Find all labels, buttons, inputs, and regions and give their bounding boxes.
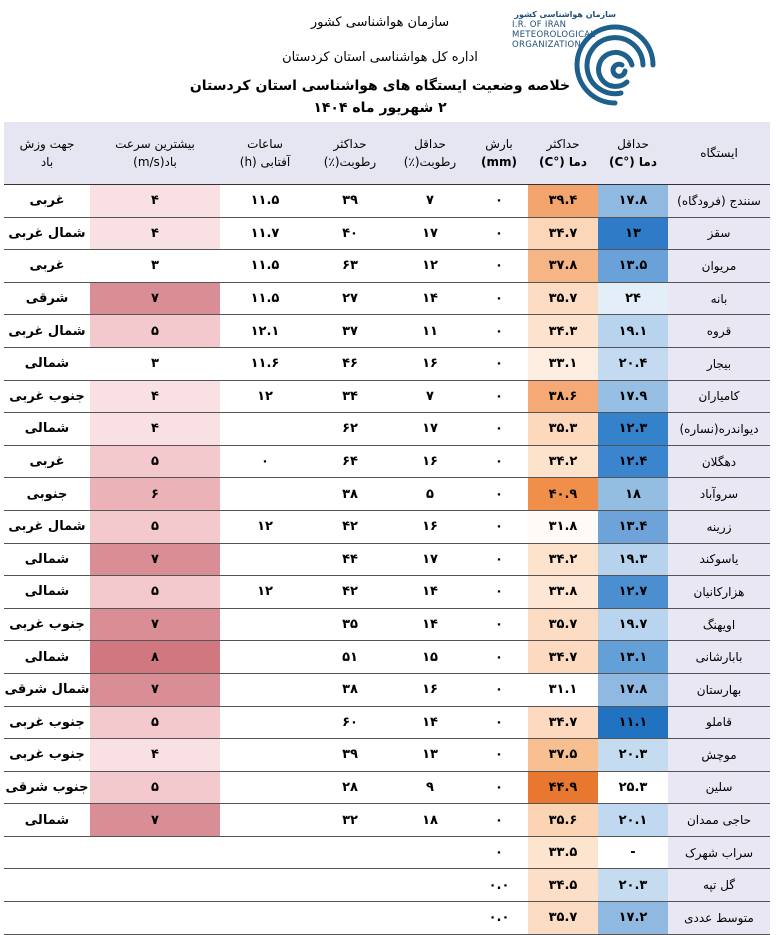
cell-wind: ۴ (90, 413, 220, 446)
cell-wind: ۴ (90, 217, 220, 250)
cell-sun: ۱۱.۶ (220, 347, 310, 380)
cell-hmin: ۱۴ (390, 706, 470, 739)
cell-wind: ۵ (90, 445, 220, 478)
cell-station: متوسط عددی (668, 902, 770, 935)
cell-wind: ۷ (90, 543, 220, 576)
cell-hmax (310, 902, 390, 935)
cell-wind: ۵ (90, 576, 220, 609)
logo-fa-text: سازمان هواشناسی کشور (514, 10, 616, 19)
cell-tmin: ۱۲.۷ (598, 576, 668, 609)
cell-dir: شمالی (4, 347, 90, 380)
cell-station: بیجار (668, 347, 770, 380)
logo-en-line1: I.R. OF IRAN (512, 20, 567, 30)
cell-station: سراب شهرک (668, 836, 770, 869)
table-row (4, 250, 770, 283)
table-row (4, 608, 770, 641)
table-row (4, 510, 770, 543)
cell-sun (220, 608, 310, 641)
cell-tmax: ۳۵.۷ (528, 282, 598, 315)
cell-hmin: ۱۱ (390, 315, 470, 348)
table-row (4, 739, 770, 772)
cell-sun: ۰ (220, 445, 310, 478)
cell-sun (220, 902, 310, 935)
cell-dir: جنوبی (4, 478, 90, 511)
cell-hmax: ۶۲ (310, 413, 390, 446)
cell-hmax: ۵۱ (310, 641, 390, 674)
cell-dir: جنوب غربی (4, 739, 90, 772)
cell-hmin (390, 869, 470, 902)
cell-sun (220, 673, 310, 706)
col-header-sun (220, 122, 310, 185)
cell-tmin: ۱۲.۴ (598, 445, 668, 478)
cell-wind: ۶ (90, 478, 220, 511)
cell-hmax: ۳۸ (310, 673, 390, 706)
cell-sun (220, 478, 310, 511)
cell-dir: غربی (4, 185, 90, 218)
cell-sun (220, 706, 310, 739)
table-row (4, 869, 770, 902)
cell-tmax: ۳۷.۵ (528, 739, 598, 772)
table-row (4, 836, 770, 869)
logo-en-line3: ORGANIZATION (512, 40, 582, 50)
col-header-unit: دما (°C) (538, 155, 588, 169)
cell-hmin: ۱۶ (390, 510, 470, 543)
cell-wind: ۵ (90, 510, 220, 543)
cell-wind (90, 869, 220, 902)
cell-rain: ۰ (470, 771, 528, 804)
table-body (4, 185, 770, 935)
cell-rain: ۰ (470, 641, 528, 674)
cell-station: زرینه (668, 510, 770, 543)
cell-wind: ۵ (90, 706, 220, 739)
cell-rain: ۰ (470, 673, 528, 706)
col-header-label: حداقل (414, 137, 446, 151)
cell-tmax: ۳۴.۲ (528, 445, 598, 478)
cell-rain: ۰ (470, 347, 528, 380)
cell-sun: ۱۲.۱ (220, 315, 310, 348)
cell-hmin: ۷ (390, 185, 470, 218)
col-header-wind (90, 122, 220, 185)
cell-rain: ۰.۰ (470, 869, 528, 902)
col-header-tmax (528, 122, 598, 185)
logo-en-line2: METEOROLOGICAL (512, 30, 596, 40)
cell-wind: ۴ (90, 185, 220, 218)
cell-hmax: ۲۸ (310, 771, 390, 804)
cell-station: دیواندره(نساره) (668, 413, 770, 446)
cell-rain: ۰ (470, 445, 528, 478)
cell-wind: ۷ (90, 673, 220, 706)
cell-station: سنندج (فرودگاه) (668, 185, 770, 218)
table-row (4, 185, 770, 218)
cell-station: سروآباد (668, 478, 770, 511)
cell-hmin (390, 902, 470, 935)
cell-hmin: ۱۶ (390, 347, 470, 380)
cell-tmax: ۳۱.۱ (528, 673, 598, 706)
cell-dir: شرقی (4, 282, 90, 315)
cell-tmax: ۳۹.۴ (528, 185, 598, 218)
col-header-label: حداقل (617, 137, 649, 151)
stations-table (4, 122, 770, 935)
cell-wind: ۵ (90, 315, 220, 348)
table-row (4, 315, 770, 348)
col-header-label: حداکثر (333, 137, 367, 151)
table-row (4, 902, 770, 935)
cell-rain: ۰ (470, 836, 528, 869)
cell-sun: ۱۲ (220, 576, 310, 609)
table-row (4, 576, 770, 609)
cell-wind (90, 902, 220, 935)
cell-hmin: ۱۸ (390, 804, 470, 837)
cell-tmax: ۴۴.۹ (528, 771, 598, 804)
cell-hmax (310, 836, 390, 869)
cell-tmin: ۲۵.۳ (598, 771, 668, 804)
table-row (4, 771, 770, 804)
col-header-unit: (mm) (481, 155, 517, 169)
cell-tmin: ۱۳.۵ (598, 250, 668, 283)
col-header-unit: رطوبت(٪) (403, 155, 457, 169)
cell-rain: ۰ (470, 250, 528, 283)
cell-tmax: ۳۴.۲ (528, 543, 598, 576)
table-row (4, 543, 770, 576)
cell-station: قروه (668, 315, 770, 348)
cell-tmin: ۱۷.۸ (598, 185, 668, 218)
col-header-hmin (390, 122, 470, 185)
cell-hmin: ۱۶ (390, 673, 470, 706)
cell-station: سلین (668, 771, 770, 804)
cell-rain: ۰ (470, 706, 528, 739)
cell-station: هزارکانیان (668, 576, 770, 609)
cell-tmax: ۳۴.۳ (528, 315, 598, 348)
cell-tmin: ۲۰.۳ (598, 869, 668, 902)
col-header-unit: رطوبت(٪) (323, 155, 377, 169)
cell-dir: شمال غربی (4, 510, 90, 543)
table-row (4, 380, 770, 413)
col-header-label: بارش (485, 137, 513, 151)
cell-sun: ۱۱.۷ (220, 217, 310, 250)
cell-hmax: ۶۰ (310, 706, 390, 739)
cell-station: بابارشانی (668, 641, 770, 674)
cell-sun: ۱۲ (220, 380, 310, 413)
cell-dir: شمالی (4, 576, 90, 609)
cell-hmax: ۴۶ (310, 347, 390, 380)
cell-dir: غربی (4, 250, 90, 283)
cell-dir: جنوب غربی (4, 706, 90, 739)
cell-station: موچش (668, 739, 770, 772)
cell-hmax (310, 869, 390, 902)
cell-hmin: ۱۶ (390, 445, 470, 478)
cell-tmax: ۴۰.۹ (528, 478, 598, 511)
cell-hmin: ۱۲ (390, 250, 470, 283)
cell-station: بانه (668, 282, 770, 315)
cell-hmax: ۳۴ (310, 380, 390, 413)
cell-rain: ۰ (470, 282, 528, 315)
cell-dir: شمالی (4, 804, 90, 837)
cell-station: بهارستان (668, 673, 770, 706)
cell-wind: ۴ (90, 380, 220, 413)
cell-sun: ۱۱.۵ (220, 282, 310, 315)
cell-station: دهگلان (668, 445, 770, 478)
cell-tmax: ۳۴.۷ (528, 217, 598, 250)
cell-tmin: ۱۳ (598, 217, 668, 250)
cell-tmax: ۳۳.۸ (528, 576, 598, 609)
cell-sun (220, 771, 310, 804)
cell-hmin: ۱۴ (390, 576, 470, 609)
cell-rain: ۰ (470, 608, 528, 641)
meteorological-organization-logo-icon (512, 8, 662, 108)
cell-dir (4, 836, 90, 869)
cell-dir: جنوب شرقی (4, 771, 90, 804)
cell-dir: جنوب غربی (4, 380, 90, 413)
col-header-unit: باد(m/s) (133, 155, 177, 169)
col-header-label: جهت وزش (19, 137, 75, 151)
cell-station: اویهنگ (668, 608, 770, 641)
cell-hmax: ۳۹ (310, 185, 390, 218)
cell-dir: غربی (4, 445, 90, 478)
cell-wind (90, 836, 220, 869)
cell-hmin (390, 836, 470, 869)
cell-tmax: ۳۷.۸ (528, 250, 598, 283)
col-header-label: ساعات (247, 137, 283, 151)
cell-hmin: ۱۷ (390, 217, 470, 250)
cell-tmax: ۳۸.۶ (528, 380, 598, 413)
cell-hmax: ۶۳ (310, 250, 390, 283)
cell-tmin: ۱۱.۱ (598, 706, 668, 739)
cell-tmin: ۱۹.۱ (598, 315, 668, 348)
col-header-tmin (598, 122, 668, 185)
cell-rain: ۰ (470, 315, 528, 348)
cell-hmax: ۳۲ (310, 804, 390, 837)
cell-tmin: ۱۹.۷ (598, 608, 668, 641)
table-row (4, 413, 770, 446)
cell-wind: ۴ (90, 739, 220, 772)
cell-hmax: ۳۷ (310, 315, 390, 348)
cell-hmin: ۵ (390, 478, 470, 511)
cell-rain: ۰ (470, 576, 528, 609)
table-row (4, 673, 770, 706)
table-row (4, 445, 770, 478)
col-header-hmax (310, 122, 390, 185)
cell-tmin: ۲۰.۱ (598, 804, 668, 837)
table-header-row (4, 122, 770, 185)
cell-hmax: ۴۲ (310, 576, 390, 609)
col-header-station (668, 122, 770, 185)
page-title: خلاصه وضعیت ایستگاه های هواشناسی استان کردستان (189, 78, 571, 94)
cell-sun (220, 641, 310, 674)
table-row (4, 804, 770, 837)
cell-tmin: - (598, 836, 668, 869)
cell-sun: ۱۲ (220, 510, 310, 543)
cell-hmax: ۴۴ (310, 543, 390, 576)
cell-tmin: ۱۷.۸ (598, 673, 668, 706)
cell-dir: شمالی (4, 413, 90, 446)
cell-hmin: ۱۴ (390, 608, 470, 641)
cell-tmax: ۳۴.۷ (528, 706, 598, 739)
cell-station: گل تپه (668, 869, 770, 902)
cell-sun (220, 543, 310, 576)
cell-tmax: ۳۵.۷ (528, 902, 598, 935)
col-header-unit: دما (°C) (608, 155, 658, 169)
cell-hmax: ۳۹ (310, 739, 390, 772)
cell-wind: ۸ (90, 641, 220, 674)
cell-dir: شمال غربی (4, 315, 90, 348)
cell-hmin: ۱۵ (390, 641, 470, 674)
cell-hmin: ۱۳ (390, 739, 470, 772)
cell-dir: جنوب غربی (4, 608, 90, 641)
cell-tmin: ۱۹.۳ (598, 543, 668, 576)
cell-tmax: ۳۵.۷ (528, 608, 598, 641)
cell-tmin: ۱۷.۲ (598, 902, 668, 935)
cell-wind: ۷ (90, 804, 220, 837)
cell-wind: ۷ (90, 282, 220, 315)
cell-tmax: ۳۵.۳ (528, 413, 598, 446)
col-header-label: حداکثر (546, 137, 580, 151)
cell-tmin: ۱۲.۳ (598, 413, 668, 446)
col-header-dir (4, 122, 90, 185)
cell-dir: شمالی (4, 641, 90, 674)
cell-rain: ۰ (470, 739, 528, 772)
table-row (4, 282, 770, 315)
cell-hmax: ۴۰ (310, 217, 390, 250)
table-row (4, 347, 770, 380)
table-row (4, 641, 770, 674)
cell-tmin: ۱۳.۱ (598, 641, 668, 674)
cell-sun (220, 804, 310, 837)
office-name: اداره کل هواشناسی استان کردستان (282, 50, 478, 65)
cell-rain: ۰ (470, 217, 528, 250)
cell-dir: شمال غربی (4, 217, 90, 250)
cell-dir (4, 902, 90, 935)
col-header-rain (470, 122, 528, 185)
cell-tmin: ۱۷.۹ (598, 380, 668, 413)
cell-tmax: ۳۳.۱ (528, 347, 598, 380)
col-header-unit: باد (40, 155, 54, 169)
cell-tmin: ۲۰.۳ (598, 739, 668, 772)
cell-tmin: ۱۸ (598, 478, 668, 511)
cell-station: مریوان (668, 250, 770, 283)
cell-hmax: ۳۸ (310, 478, 390, 511)
cell-station: حاجی ممدان (668, 804, 770, 837)
org-name: سازمان هواشناسی کشور (310, 15, 450, 30)
col-header-label: ایستگاه (700, 146, 738, 160)
cell-tmax: ۳۴.۷ (528, 641, 598, 674)
cell-hmax: ۲۷ (310, 282, 390, 315)
cell-tmax: ۳۵.۶ (528, 804, 598, 837)
cell-rain: ۰ (470, 804, 528, 837)
cell-hmin: ۹ (390, 771, 470, 804)
cell-rain: ۰ (470, 478, 528, 511)
cell-sun (220, 413, 310, 446)
col-header-unit: آفتابی (h) (239, 155, 291, 169)
cell-dir: شمال شرقی (4, 673, 90, 706)
cell-dir: شمالی (4, 543, 90, 576)
cell-wind: ۳ (90, 347, 220, 380)
cell-wind: ۷ (90, 608, 220, 641)
cell-wind: ۳ (90, 250, 220, 283)
cell-tmin: ۱۳.۴ (598, 510, 668, 543)
cell-sun (220, 739, 310, 772)
cell-tmin: ۲۴ (598, 282, 668, 315)
cell-rain: ۰ (470, 380, 528, 413)
cell-sun (220, 869, 310, 902)
cell-hmin: ۱۷ (390, 413, 470, 446)
cell-wind: ۵ (90, 771, 220, 804)
cell-hmax: ۳۵ (310, 608, 390, 641)
table-row (4, 706, 770, 739)
cell-station: کامیاران (668, 380, 770, 413)
cell-sun: ۱۱.۵ (220, 185, 310, 218)
cell-rain: ۰ (470, 510, 528, 543)
report-date: ۲ شهریور ماه ۱۴۰۴ (313, 100, 447, 116)
cell-rain: ۰ (470, 413, 528, 446)
cell-tmax: ۳۱.۸ (528, 510, 598, 543)
page-header (0, 0, 776, 122)
table-row (4, 217, 770, 250)
cell-station: قاملو (668, 706, 770, 739)
cell-hmax: ۶۴ (310, 445, 390, 478)
cell-tmax: ۳۴.۵ (528, 869, 598, 902)
table-row (4, 478, 770, 511)
cell-station: یاسوکند (668, 543, 770, 576)
cell-hmin: ۱۷ (390, 543, 470, 576)
cell-hmax: ۴۲ (310, 510, 390, 543)
cell-sun (220, 836, 310, 869)
cell-rain: ۰ (470, 543, 528, 576)
cell-rain: ۰.۰ (470, 902, 528, 935)
cell-tmin: ۲۰.۴ (598, 347, 668, 380)
cell-hmin: ۷ (390, 380, 470, 413)
cell-dir (4, 869, 90, 902)
cell-rain: ۰ (470, 185, 528, 218)
cell-hmin: ۱۴ (390, 282, 470, 315)
cell-sun: ۱۱.۵ (220, 250, 310, 283)
cell-station: سقز (668, 217, 770, 250)
col-header-label: بیشترین سرعت (115, 137, 195, 151)
cell-tmax: ۳۳.۵ (528, 836, 598, 869)
